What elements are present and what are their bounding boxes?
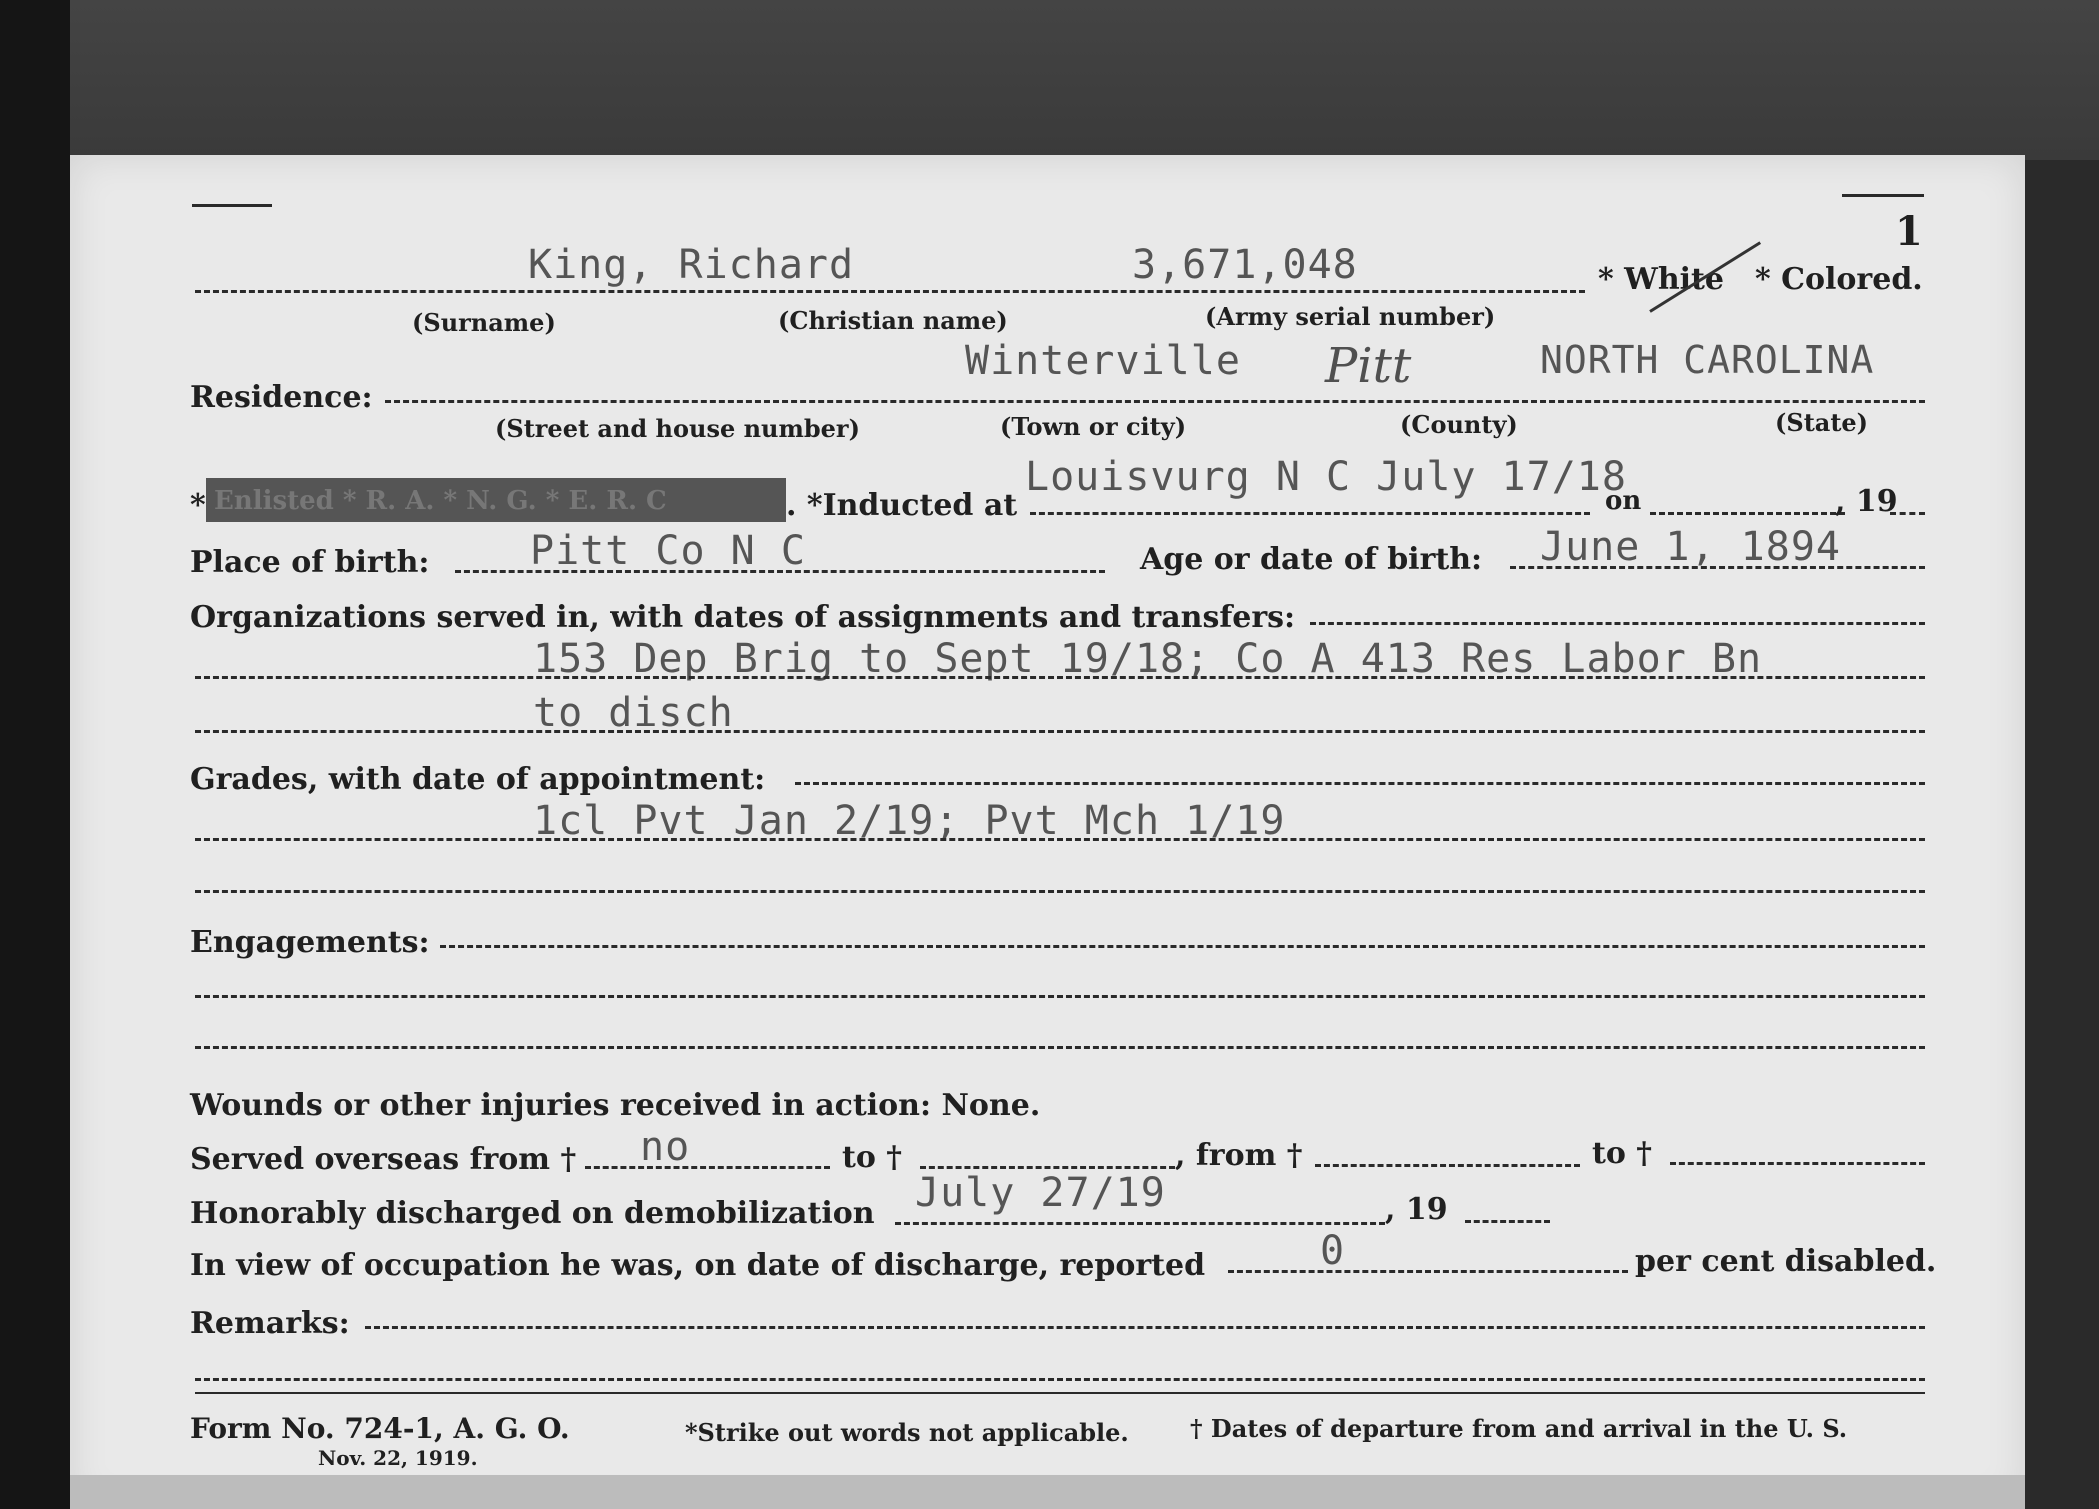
card-number: 1: [1895, 208, 1923, 255]
dates-note: † Dates of departure from and arrival in the U. S.: [1190, 1414, 1848, 1443]
engagements-line-1: [195, 995, 1925, 998]
inducted-year-line: [1890, 512, 1925, 515]
scanner-background-left: [0, 0, 70, 1509]
residence-line: [385, 400, 1925, 403]
honorably-discharged-label: Honorably discharged on demobilization: [190, 1196, 875, 1231]
name-line: [195, 290, 1585, 293]
wounds-label: Wounds or other injuries received in action: None.: [190, 1088, 1041, 1123]
percent-disabled-line: [1228, 1270, 1628, 1273]
organizations-line-0: [1310, 622, 1925, 625]
strike-note: *Strike out words not applicable.: [685, 1418, 1129, 1447]
per-cent-label: per cent disabled.: [1635, 1244, 1937, 1279]
on-label: on: [1605, 486, 1642, 516]
organizations-line-1-value: 153 Dep Brig to Sept 19/18; Co A 413 Res Labor Bn: [533, 636, 1763, 682]
enlisted-options: Enlisted * R. A. * N. G. * E. R. C: [214, 486, 667, 516]
engagements-line-0: [440, 945, 1925, 948]
place-of-birth-label: Place of birth:: [190, 545, 430, 580]
card-bottom-edge: [70, 1475, 2025, 1509]
surname-label: (Surname): [412, 308, 556, 337]
street-label: (Street and house number): [495, 414, 860, 443]
on-line: [1650, 512, 1845, 515]
christian-name-label: (Christian name): [778, 306, 1008, 335]
discharge-year-prefix: , 19: [1385, 1192, 1448, 1227]
grades-label: Grades, with date of appointment:: [190, 762, 766, 797]
residence-label: Residence:: [190, 380, 373, 415]
form-number: Form No. 724-1, A. G. O.: [190, 1412, 570, 1445]
form-date: Nov. 22, 1919.: [318, 1446, 478, 1470]
army-serial-value: 3,671,048: [1132, 242, 1358, 288]
organizations-line-2: [195, 730, 1925, 733]
footer-rule: [195, 1392, 1925, 1394]
date-of-birth-value: June 1, 1894: [1540, 524, 1841, 570]
county-label: (County): [1400, 410, 1518, 439]
grades-line-2: [195, 890, 1925, 893]
percent-disabled-value: 0: [1320, 1228, 1346, 1274]
engagements-line-2: [195, 1046, 1925, 1049]
residence-state-value: NORTH CAROLINA: [1540, 338, 1875, 382]
discharge-year-line: [1465, 1220, 1550, 1223]
age-dob-label: Age or date of birth:: [1140, 542, 1483, 577]
engagements-label: Engagements:: [190, 925, 430, 960]
top-right-rule: [1842, 194, 1924, 197]
state-label: (State): [1775, 408, 1869, 437]
inducted-year-prefix: , 19: [1835, 484, 1898, 519]
race-white-label: * White: [1598, 262, 1724, 297]
organizations-line-1: [195, 676, 1925, 679]
enlisted-star: *: [190, 488, 206, 523]
overseas-from2-line: [1315, 1164, 1580, 1167]
surname-given-value: King, Richard: [528, 242, 855, 288]
town-label: (Town or city): [1000, 412, 1187, 441]
race-colored-label: * Colored.: [1755, 262, 1923, 297]
served-overseas-label: Served overseas from †: [190, 1142, 577, 1177]
residence-county-value: Pitt: [1325, 338, 1412, 394]
place-of-birth-value: Pitt Co N C: [530, 528, 806, 574]
inducted-at-label: . *Inducted at: [786, 488, 1018, 523]
remarks-label: Remarks:: [190, 1306, 350, 1341]
grades-value: 1cl Pvt Jan 2/19; Pvt Mch 1/19: [533, 798, 1286, 844]
scanner-background-top: [0, 0, 2099, 160]
serial-number-label: (Army serial number): [1205, 302, 1496, 331]
served-overseas-value: no: [640, 1124, 691, 1170]
inducted-line: [1030, 512, 1590, 515]
overseas-to2-label: to †: [1592, 1136, 1652, 1171]
top-left-rule: [192, 204, 272, 207]
overseas-to-label: to †: [842, 1140, 902, 1175]
discharge-date-value: July 27/19: [915, 1170, 1166, 1216]
overseas-from-label: , from †: [1175, 1138, 1303, 1173]
remarks-line-1: [195, 1378, 1925, 1381]
residence-town-value: Winterville: [965, 338, 1241, 384]
organizations-label: Organizations served in, with dates of assignments and transfers:: [190, 600, 1296, 635]
overseas-to2-line: [1670, 1162, 1925, 1165]
discharge-line: [895, 1222, 1385, 1225]
grades-line-1: [195, 838, 1925, 841]
in-view-label: In view of occupation he was, on date of discharge, reported: [190, 1248, 1206, 1283]
served-overseas-from-line: [585, 1166, 830, 1169]
remarks-line-0: [365, 1326, 1925, 1329]
organizations-line-2-value: to disch: [533, 690, 734, 736]
overseas-to-line: [920, 1166, 1175, 1169]
place-of-birth-line: [455, 570, 1105, 573]
grades-line-0: [795, 782, 1925, 785]
inducted-value: Louisvurg N C July 17/18: [1025, 454, 1627, 500]
dob-line: [1510, 566, 1925, 569]
